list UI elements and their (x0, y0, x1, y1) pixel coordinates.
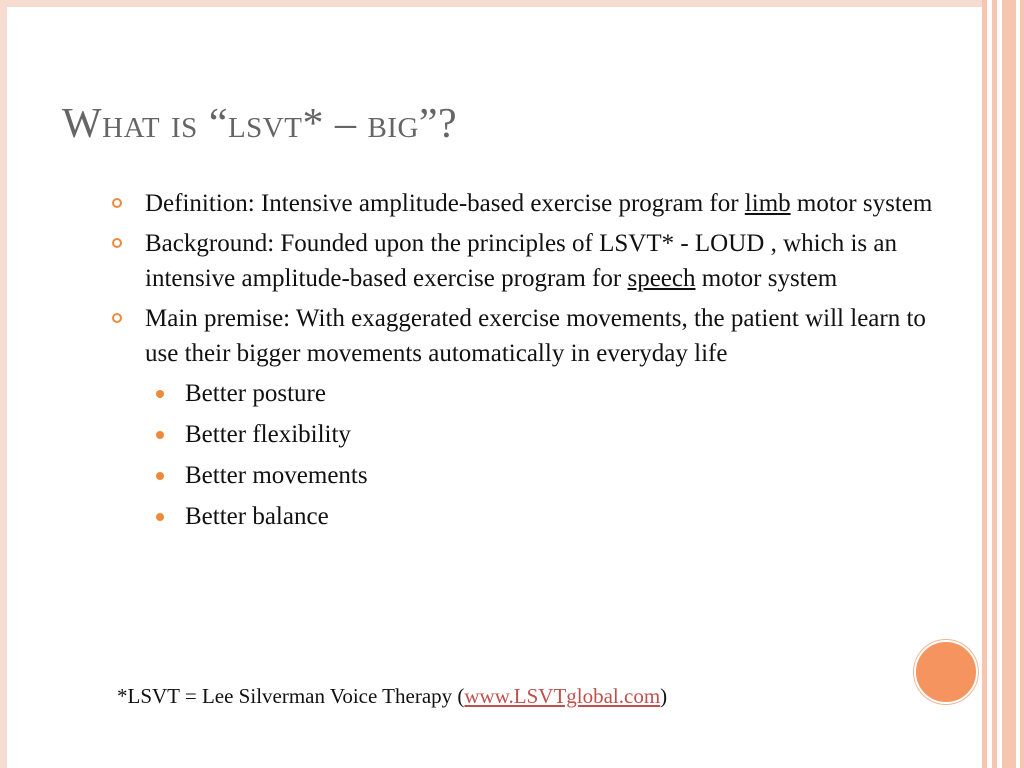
ring-bullet-icon (112, 313, 122, 323)
dot-bullet-icon (156, 472, 164, 480)
slide-content (110, 186, 940, 540)
bullet-definition: Definition: Intensive amplitude-based exercise program for limb motor system (110, 186, 940, 221)
slide-title: What is “lsvt* – big”? (62, 101, 458, 147)
footnote: *LSVT = Lee Silverman Voice Therapy (www.LSVTglobal.com) (117, 684, 668, 708)
lsvt-website-link[interactable]: www.LSVTglobal.com (464, 684, 661, 708)
dot-bullet-icon (156, 431, 164, 439)
sub-bullet-posture: Better posture (110, 376, 940, 411)
bullet-main-premise: Main premise: With exaggerated exercise movements, the patient will learn to use their bigger movements automatically in everyday life (110, 301, 940, 371)
bullet-background: Background: Founded upon the principles of LSVT* - LOUD , which is an intensive amplitude-based exercise program for speech motor system (110, 226, 940, 296)
ring-bullet-icon (112, 198, 122, 208)
sub-bullet-movements: Better movements (110, 458, 940, 493)
slide-frame-top (7, 0, 984, 7)
dot-bullet-icon (156, 513, 164, 521)
decorative-circle-icon (914, 640, 978, 704)
decorative-stripes (982, 0, 1024, 768)
sub-bullet-flexibility: Better flexibility (110, 417, 940, 452)
sub-bullet-balance: Better balance (110, 499, 940, 534)
ring-bullet-icon (112, 238, 122, 248)
slide-frame-left (0, 0, 7, 768)
dot-bullet-icon (156, 390, 164, 398)
